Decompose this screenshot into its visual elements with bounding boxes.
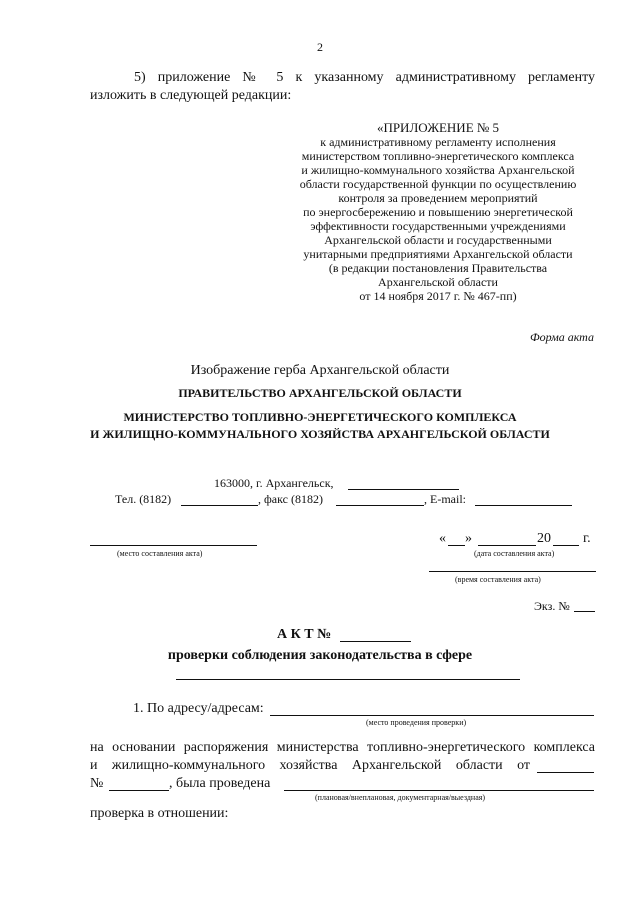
inspection-type-caption: (плановая/внеплановая, документарная/выездная) <box>315 793 486 802</box>
address-field-line <box>348 489 459 490</box>
tel-label: Тел. (8182) <box>115 492 172 506</box>
basis-conducted-text: , была проведена <box>169 776 271 791</box>
annex-line: эффективности государственными учреждениями <box>310 219 566 233</box>
date-day-line <box>448 545 465 546</box>
annex-line: контроля за проведением мероприятий <box>338 191 538 205</box>
annex-line: от 14 ноября 2017 г. № 467-пп) <box>359 289 517 303</box>
form-label: Форма акта <box>530 330 594 344</box>
annex-line: (в редакции постановления Правительства <box>328 261 548 275</box>
place-caption: (место составления акта) <box>117 549 203 558</box>
order-date-line <box>537 772 594 773</box>
email-field-line <box>475 505 572 506</box>
inspection-place-line <box>270 715 594 716</box>
inspection-type-line <box>284 790 594 791</box>
address-item-label: 1. По адресу/адресам: <box>133 701 264 716</box>
basis-line-1: на основании распоряжения министерства топливно-энергетического комплекса <box>90 740 595 755</box>
order-number-sign: № <box>90 776 104 791</box>
act-title: А К Т № <box>277 627 332 642</box>
annex-line: министерством топливно-энергетического комплекса <box>301 149 575 163</box>
intro-line-2: изложить в следующей редакции: <box>90 88 292 103</box>
time-caption: (время составления акта) <box>455 575 541 584</box>
fax-label: , факс (8182) <box>258 492 323 506</box>
annex-block <box>282 121 594 303</box>
annex-line: «ПРИЛОЖЕНИЕ № 5 <box>376 120 500 135</box>
annex-line: и жилищно-коммунального хозяйства Архангельской <box>301 163 575 177</box>
date-close-quote: » <box>465 531 472 546</box>
government-title: ПРАВИТЕЛЬСТВО АРХАНГЕЛЬСКОЙ ОБЛАСТИ <box>178 386 462 400</box>
coat-of-arms-placeholder: Изображение герба Архангельской области <box>190 363 450 378</box>
page-number: 2 <box>317 40 323 54</box>
act-subtitle: проверки соблюдения законодательства в сфере <box>167 648 473 663</box>
annex-line: к административному регламенту исполнения <box>320 135 556 149</box>
act-number-line <box>340 641 411 642</box>
date-month-line <box>478 545 536 546</box>
ministry-title-line-1: МИНИСТЕРСТВО ТОПЛИВНО-ЭНЕРГЕТИЧЕСКОГО КОМПЛЕКСА <box>123 410 517 424</box>
basis-line-2: и жилищно-коммунального хозяйства Архангельской области от <box>90 758 530 773</box>
annex-line: унитарными предприятиями Архангельской области <box>303 247 573 261</box>
date-open-quote: « <box>439 531 446 546</box>
copy-number-label: Экз. № <box>534 599 570 613</box>
fax-field-line <box>336 505 424 506</box>
annex-line: по энергосбережению и повышению энергетической <box>303 205 573 219</box>
act-sphere-line <box>176 679 520 680</box>
inspection-regarding: проверка в отношении: <box>90 806 229 821</box>
order-number-line <box>109 790 169 791</box>
annex-line: Архангельской области и государственными <box>324 233 552 247</box>
email-label: , E-mail: <box>424 492 466 506</box>
date-year-suffix: г. <box>583 531 591 546</box>
annex-line: области государственной функции по осуществлению <box>299 177 577 191</box>
ministry-title-line-2: И ЖИЛИЩНО-КОММУНАЛЬНОГО ХОЗЯЙСТВА АРХАНГЕЛЬСКОЙ ОБЛАСТИ <box>90 427 550 441</box>
tel-field-line <box>181 505 258 506</box>
postal-address: 163000, г. Архангельск, <box>214 476 334 490</box>
annex-line: Архангельской области <box>378 275 498 289</box>
place-field-line <box>90 545 257 546</box>
intro-line-1: 5) приложение № 5 к указанному административному регламенту <box>134 70 595 85</box>
date-year-prefix: 20 <box>537 531 551 546</box>
date-caption: (дата составления акта) <box>474 549 555 558</box>
inspection-place-caption: (место проведения проверки) <box>366 718 467 727</box>
time-field-line <box>429 571 596 572</box>
copy-number-line <box>574 611 595 612</box>
date-year-line <box>553 545 579 546</box>
